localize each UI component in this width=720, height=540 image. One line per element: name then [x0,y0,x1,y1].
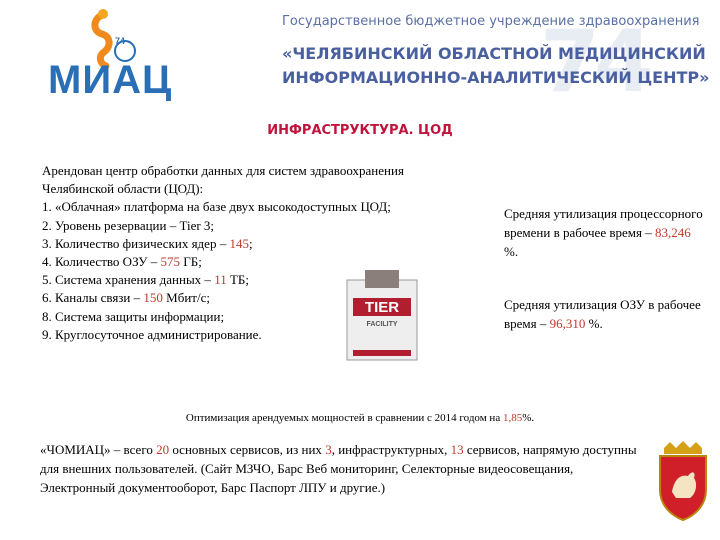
logo-badge: 74 [115,36,126,46]
list-item: 1. «Облачная» платформа на базе двух высокодоступных ЦОД; [42,199,391,215]
services-summary: «ЧОМИАЦ» – всего 20 основных сервисов, из них 3, инфраструктурных, 13 сервисов, напрямую доступны для внешних пользователей. (Сайт МЗЧО, Барс Веб мониторинг, Селекторные видеосовещания, Электронный документооборот, Барс Паспорт ЛПУ и другие.) [40,442,637,495]
list-item: 4. Количество ОЗУ – 575 ГБ; [42,254,202,270]
org-type: Государственное бюджетное учреждение здравоохранения [282,14,700,29]
tier-badge [345,270,435,362]
list-intro: Арендован центр обработки данных для систем здравоохранения [42,163,404,178]
org-name-line1: «ЧЕЛЯБИНСКИЙ ОБЛАСТНОЙ МЕДИЦИНСКИЙ [282,44,706,63]
logo-text: МИАЦ [48,58,173,102]
list-item: 2. Уровень резервации – Tier 3; [42,217,215,233]
chelyabinsk-emblem-icon [652,440,714,522]
cpu-utilization: Средняя утилизация процессорного времени в рабочее время – 83,246 %. [504,206,703,259]
list-intro: Челябинской области (ЦОД): [42,181,204,197]
list-item: 9. Круглосуточное администрирование. [42,326,262,342]
header-watermark: 74 [540,12,648,112]
list-item: 8. Система защиты информации; [42,308,225,324]
ram-utilization: Средняя утилизация ОЗУ в рабочее время – 96,310 %. [504,297,701,331]
page-title: ИНФРАСТРУКТУРА. ЦОД [267,123,453,138]
org-name-line2: ИНФОРМАЦИОННО-АНАЛИТИЧЕСКИЙ ЦЕНТР» [282,68,710,87]
tier-label: TIER [364,299,400,316]
tier-sub: FACILITY [366,321,398,328]
optimization-note: Оптимизация арендуемых мощностей в сравнении с 2014 годом на 1,85%. [185,412,535,424]
list-item: 3. Количество физических ядер – 145; [42,235,253,251]
list-item: 6. Каналы связи – 150 Мбит/с; [42,290,210,306]
list-item: 5. Система хранения данных – 11 ТБ; [42,272,249,288]
